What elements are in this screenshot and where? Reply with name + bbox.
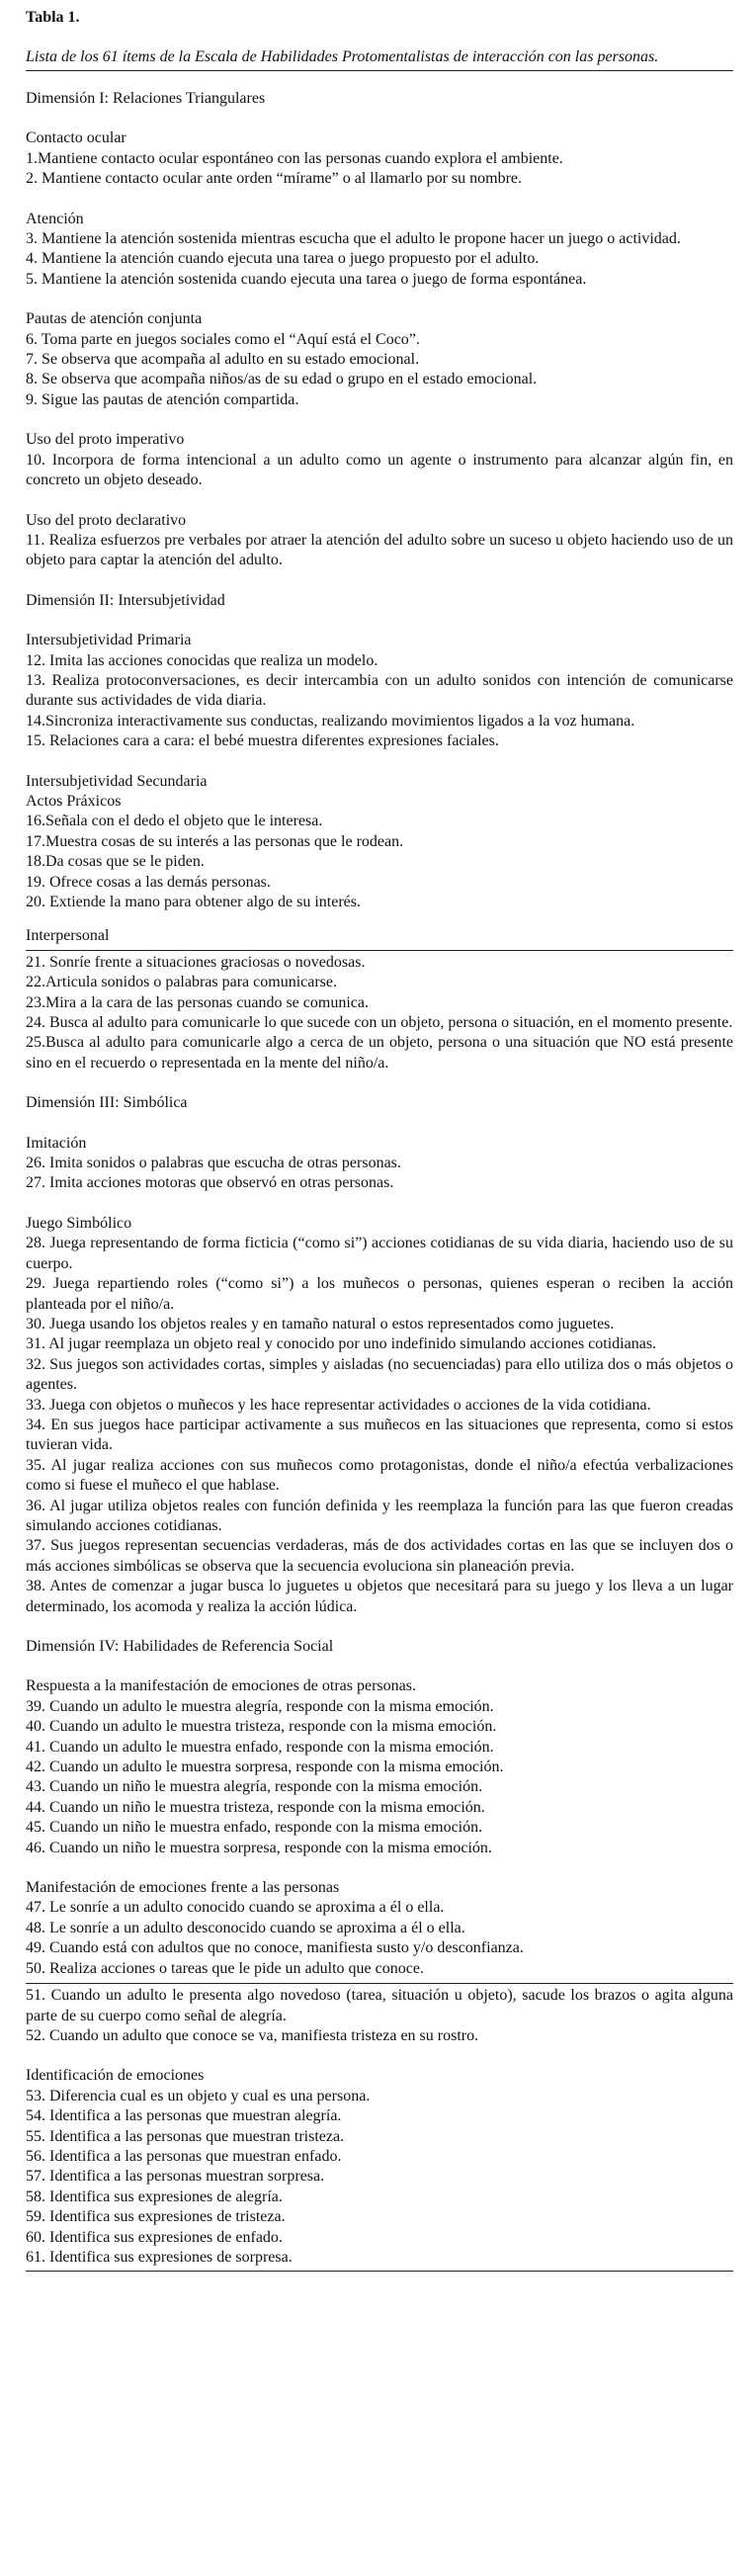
- list-item: 61. Identifica sus expresiones de sorpresa.: [26, 2248, 293, 2266]
- list-item: 9. Sigue las pautas de atención compartida.: [26, 390, 299, 408]
- list-item: 55. Identifica a las personas que muestran tristeza.: [26, 2127, 345, 2145]
- list-item: 53. Diferencia cual es un objeto y cual es una persona.: [26, 2087, 371, 2104]
- subsection-heading: Pautas de atención conjunta: [26, 310, 203, 328]
- dimension-heading: Dimensión I: Relaciones Triangulares: [26, 90, 266, 107]
- dimension-heading: Dimensión III: Simbólica: [26, 1094, 188, 1112]
- list-item: 1.Mantiene contacto ocular espontáneo con las personas cuando explora el ambiente.: [26, 149, 563, 167]
- list-item: 37. Sus juegos representan secuencias verdaderas, más de dos actividades cortas en las que se incluyen dos o más acciones simbólicas se observa que la secuencia evoluciona sin planeación previa.: [26, 1537, 733, 1575]
- list-item: 20. Extiende la mano para obtener algo de su interés.: [26, 894, 361, 910]
- subsection-heading: Intersubjetividad Primaria: [26, 632, 192, 649]
- list-item: 10. Incorpora de forma intencional a un adulto como un agente o instrumento para alcanzar algún fin, en concreto un objeto deseado.: [26, 451, 733, 489]
- list-item: 14.Sincroniza interactivamente sus conductas, realizando movimientos ligados a la voz humana.: [26, 712, 635, 730]
- list-item: 17.Muestra cosas de su interés a las personas que le rodean.: [26, 832, 404, 850]
- list-item: 18.Da cosas que se le piden.: [26, 853, 205, 871]
- list-item: 40. Cuando un adulto le muestra tristeza, responde con la misma emoción.: [26, 1718, 497, 1736]
- list-item: 24. Busca al adulto para comunicarle lo que sucede con un objeto, persona o situación, en el momento presente.: [26, 1014, 733, 1032]
- subsection-heading: Manifestación de emociones frente a las personas: [26, 1879, 340, 1897]
- table-bottom-rule: [26, 2271, 733, 2272]
- list-item: 31. Al jugar reemplaza un objeto real y conocido por uno indefinido simulando acciones cotidianas.: [26, 1335, 657, 1353]
- subsection-heading: Contacto ocular: [26, 129, 126, 147]
- subsection-heading: Uso del proto imperativo: [26, 431, 185, 449]
- list-item: 7. Se observa que acompaña al adulto en su estado emocional.: [26, 351, 420, 369]
- subsection-heading: Interpersonal: [26, 927, 110, 945]
- list-item: 5. Mantiene la atención sostenida cuando ejecuta una tarea o juego de forma espontánea.: [26, 270, 587, 288]
- list-item: 44. Cuando un niño le muestra tristeza, responde con la misma emoción.: [26, 1798, 485, 1816]
- list-item: 47. Le sonríe a un adulto conocido cuando se aproxima a él o ella.: [26, 1899, 445, 1917]
- list-item: 58. Identifica sus expresiones de alegría.: [26, 2188, 283, 2205]
- subsection-heading: Imitación: [26, 1134, 87, 1152]
- list-item: 4. Mantiene la atención cuando ejecuta una tarea o juego propuesto por el adulto.: [26, 250, 540, 268]
- list-item: 48. Le sonríe a un adulto desconocido cuando se aproxima a él o ella.: [26, 1919, 465, 1936]
- subsection-heading: Uso del proto declarativo: [26, 511, 187, 529]
- list-item: 52. Cuando un adulto que conoce se va, manifiesta tristeza en su rostro.: [26, 2026, 479, 2044]
- list-item: 28. Juega representando de forma ficticia (“como si”) acciones cotidianas de su vida diaria, haciendo uso de su cuerpo.: [26, 1235, 733, 1272]
- list-item: 21. Sonríe frente a situaciones graciosas o novedosas.: [26, 953, 366, 971]
- list-item: 32. Sus juegos son actividades cortas, simples y aisladas (no secuenciadas) para ello utiliza dos o más objetos o agentes.: [26, 1355, 733, 1394]
- subsection-heading: Actos Práxicos: [26, 792, 122, 810]
- dimension-heading: Dimensión II: Intersubjetividad: [26, 591, 225, 609]
- list-item: 50. Realiza acciones o tareas que le pide un adulto que conoce.: [26, 1959, 424, 1977]
- list-item: 57. Identifica a las personas muestran sorpresa.: [26, 2168, 325, 2186]
- dimension-heading: Dimensión IV: Habilidades de Referencia Social: [26, 1638, 334, 1655]
- list-item: 51. Cuando un adulto le presenta algo novedoso (tarea, situación u objeto), sacude los brazos o agita alguna parte de su cuerpo como señal de alegría.: [26, 1987, 733, 2024]
- list-item: 13. Realiza protoconversaciones, es decir intercambia con un adulto sonidos con intención de comunicarse durante sus actividades de vida diaria.: [26, 671, 733, 710]
- list-item: 56. Identifica a las personas que muestran enfado.: [26, 2147, 342, 2165]
- table-label: Tabla 1.: [26, 9, 80, 26]
- list-item: 49. Cuando está con adultos que no conoce, manifiesta susto y/o desconfianza.: [26, 1939, 524, 1957]
- list-item: 27. Imita acciones motoras que observó en otras personas.: [26, 1174, 394, 1192]
- subsection-heading: Juego Simbólico: [26, 1214, 132, 1232]
- list-item: 60. Identifica sus expresiones de enfado.: [26, 2228, 283, 2246]
- list-item: 15. Relaciones cara a cara: el bebé muestra diferentes expresiones faciales.: [26, 732, 499, 750]
- caption-rule: [26, 70, 733, 71]
- list-item: 22.Articula sonidos o palabras para comunicarse.: [26, 974, 338, 991]
- list-item: 30. Juega usando los objetos reales y en tamaño natural o estos representados como juguetes.: [26, 1315, 615, 1332]
- list-item: 46. Cuando un niño le muestra sorpresa, responde con la misma emoción.: [26, 1839, 492, 1856]
- list-item: 38. Antes de comenzar a jugar busca lo juguetes u objetos que necesitará para su juego y los lleva a un lugar determinado, los acomoda y realiza la acción lúdica.: [26, 1578, 733, 1615]
- list-item: 39. Cuando un adulto le muestra alegría, responde con la misma emoción.: [26, 1697, 494, 1715]
- list-item: 2. Mantiene contacto ocular ante orden “mírame” o al llamarlo por su nombre.: [26, 170, 523, 188]
- list-item: 12. Imita las acciones conocidas que realiza un modelo.: [26, 651, 378, 669]
- divider: [26, 1983, 733, 1984]
- list-item: 36. Al jugar utiliza objetos reales con función definida y les reemplaza la función para las que fueron creadas simulando acciones cotidianas.: [26, 1497, 733, 1534]
- subsection-heading: Respuesta a la manifestación de emociones de otras personas.: [26, 1677, 416, 1695]
- list-item: 54. Identifica a las personas que muestran alegría.: [26, 2107, 342, 2125]
- list-item: 43. Cuando un niño le muestra alegría, responde con la misma emoción.: [26, 1778, 483, 1796]
- list-item: 23.Mira a la cara de las personas cuando se comunica.: [26, 993, 369, 1011]
- items-list: [26, 89, 733, 2272]
- subsection-heading: Atención: [26, 210, 84, 227]
- list-item: 29. Juega repartiendo roles (“como si”) a los muñecos o personas, quienes esperan o reciben la acción planteada por el niño/a.: [26, 1275, 733, 1313]
- list-item: 6. Toma parte en juegos sociales como el “Aquí está el Coco”.: [26, 330, 420, 348]
- list-item: 45. Cuando un niño le muestra enfado, responde con la misma emoción.: [26, 1819, 483, 1837]
- list-item: 8. Se observa que acompaña niños/as de su edad o grupo en el estado emocional.: [26, 371, 538, 388]
- list-item: 34. En sus juegos hace participar activamente a sus muñecos en las situaciones que representa, como si estos tuvieran vida.: [26, 1416, 733, 1454]
- list-item: 33. Juega con objetos o muñecos y les hace representar actividades o acciones de la vida cotidiana.: [26, 1396, 651, 1414]
- list-item: 3. Mantiene la atención sostenida mientras escucha que el adulto le propone hacer un juego o actividad.: [26, 230, 681, 248]
- list-item: 35. Al jugar realiza acciones con sus muñecos como protagonistas, donde el niño/a efectúa verbalizaciones como si fuese el muñeco el que hablase.: [26, 1456, 733, 1495]
- list-item: 42. Cuando un adulto le muestra sorpresa, responde con la misma emoción.: [26, 1759, 504, 1776]
- list-item: 11. Realiza esfuerzos pre verbales por atraer la atención del adulto sobre un suceso u objeto haciendo uso de un objeto para captar la atención del adulto.: [26, 531, 733, 569]
- list-item: 19. Ofrece cosas a las demás personas.: [26, 873, 271, 891]
- subsection-heading: Identificación de emociones: [26, 2067, 205, 2085]
- list-item: 25.Busca al adulto para comunicarle algo a cerca de un objeto, persona o una situación que NO está presente sino en el recuerdo o representada en la mente del niño/a.: [26, 1034, 733, 1072]
- divider: [26, 950, 733, 951]
- list-item: 41. Cuando un adulto le muestra enfado, responde con la misma emoción.: [26, 1738, 494, 1756]
- table-caption: Lista de los 61 ítems de la Escala de Habilidades Protomentalistas de interacción con las personas.: [26, 48, 659, 65]
- subsection-heading: Intersubjetividad Secundaria: [26, 772, 208, 790]
- list-item: 59. Identifica sus expresiones de tristeza.: [26, 2208, 286, 2226]
- list-item: 16.Señala con el dedo el objeto que le interesa.: [26, 813, 323, 830]
- list-item: 26. Imita sonidos o palabras que escucha de otras personas.: [26, 1155, 401, 1172]
